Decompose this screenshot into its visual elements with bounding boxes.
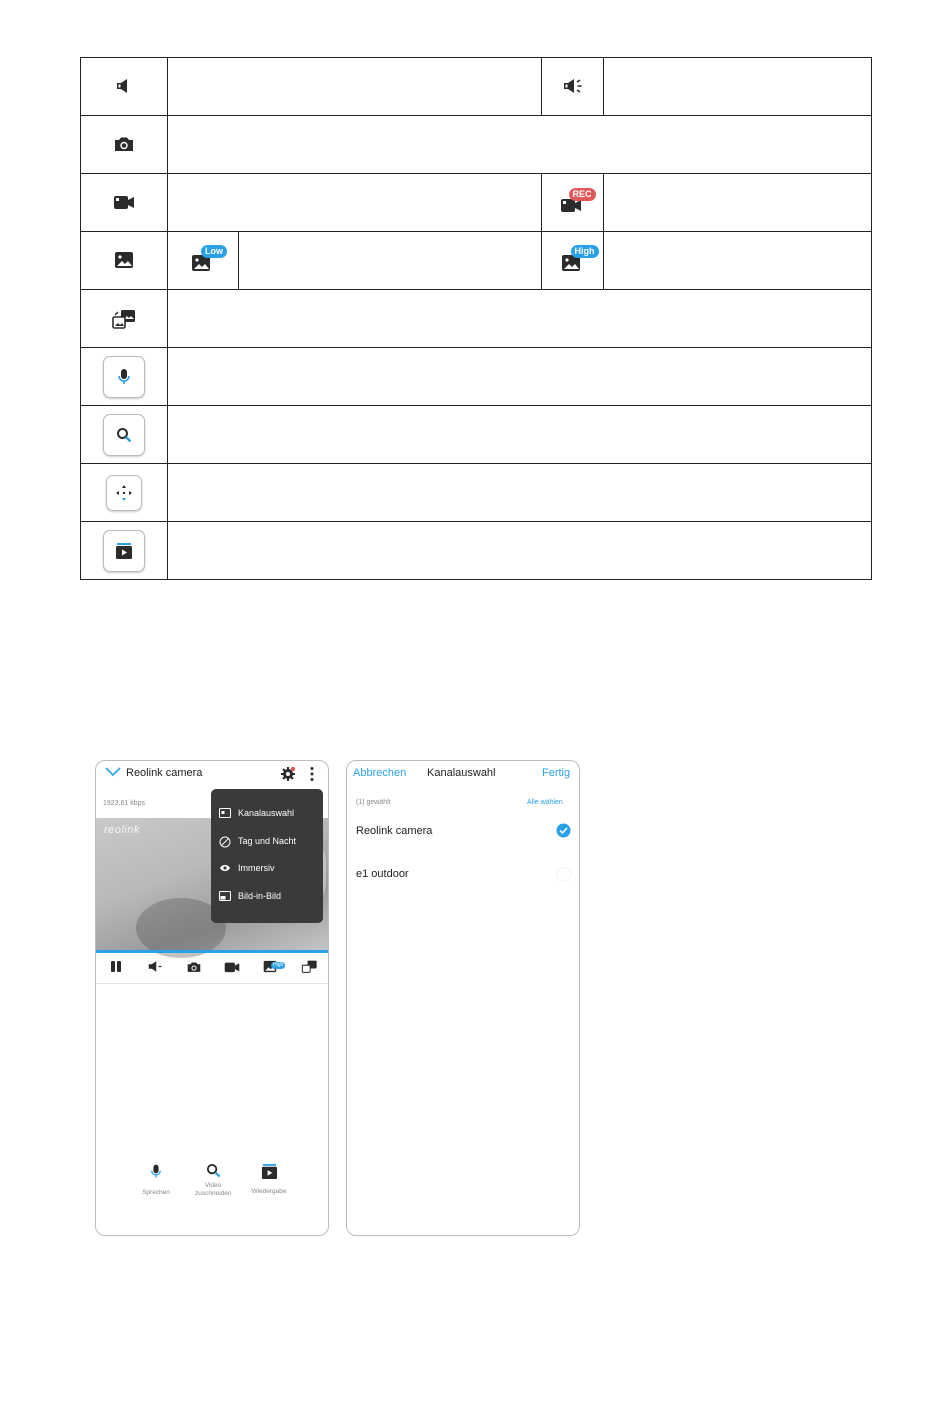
image-quality-icon bbox=[114, 251, 134, 269]
table-row bbox=[81, 406, 872, 464]
table-cell bbox=[81, 348, 168, 406]
video-watermark: reolink bbox=[104, 824, 140, 836]
live-view-screen bbox=[95, 760, 329, 1236]
pip-button[interactable] bbox=[301, 960, 318, 978]
table-row bbox=[81, 522, 872, 580]
icon-legend-table bbox=[80, 57, 872, 580]
snapshot-button[interactable] bbox=[187, 960, 201, 978]
table-cell bbox=[239, 232, 542, 290]
zoom-search-icon bbox=[116, 427, 132, 443]
pan-tilt-icon bbox=[115, 484, 133, 502]
pause-button[interactable] bbox=[110, 960, 122, 978]
speaker-muted-icon bbox=[115, 78, 133, 94]
cancel-button[interactable]: Abbrechen bbox=[353, 767, 407, 779]
channel-item[interactable]: e1 outdoor bbox=[356, 868, 409, 880]
done-button[interactable]: Fertig bbox=[542, 767, 571, 779]
camera-snapshot-icon bbox=[114, 136, 134, 152]
playback-icon bbox=[261, 1163, 278, 1180]
selected-count: (1) gewählt bbox=[356, 799, 391, 806]
talk-button-sample bbox=[103, 356, 145, 398]
select-all-button[interactable]: Alle wählen bbox=[527, 799, 563, 806]
audio-button[interactable] bbox=[148, 960, 163, 978]
picture-in-picture-icon bbox=[301, 960, 318, 973]
microphone-icon bbox=[150, 1163, 162, 1180]
table-cell bbox=[604, 58, 872, 116]
table-row bbox=[81, 348, 872, 406]
table-cell bbox=[168, 464, 872, 522]
options-menu: Kanalauswahl Tag und Nacht Immersiv Bild-in-Bild bbox=[211, 789, 323, 923]
video-record-icon bbox=[224, 961, 240, 973]
channel-item[interactable]: Reolink camera bbox=[356, 825, 433, 837]
live-toolbar bbox=[96, 958, 328, 978]
low-quality-indicator bbox=[191, 245, 223, 272]
table-cell bbox=[81, 174, 168, 232]
table-cell bbox=[81, 290, 168, 348]
quality-button[interactable] bbox=[263, 960, 284, 978]
microphone-icon bbox=[117, 368, 131, 386]
playback-button-sample bbox=[103, 530, 145, 572]
table-cell bbox=[168, 406, 872, 464]
gear-icon[interactable] bbox=[280, 766, 296, 782]
divider bbox=[96, 983, 328, 984]
day-night-icon bbox=[219, 836, 231, 848]
talk-button[interactable] bbox=[126, 1163, 186, 1197]
more-options-icon[interactable] bbox=[308, 766, 316, 782]
table-cell bbox=[168, 174, 542, 232]
speaker-on-icon bbox=[148, 960, 163, 973]
channel-select-screen bbox=[346, 760, 580, 1236]
table-row bbox=[81, 116, 872, 174]
table-cell bbox=[168, 348, 872, 406]
table-row bbox=[81, 58, 872, 116]
record-button[interactable] bbox=[224, 960, 240, 978]
high-badge: High bbox=[571, 245, 599, 258]
table-cell bbox=[81, 116, 168, 174]
table-cell bbox=[168, 58, 542, 116]
ptz-button-sample bbox=[106, 475, 142, 511]
video-record-icon bbox=[113, 194, 135, 210]
table-cell bbox=[81, 464, 168, 522]
zoom-button-sample bbox=[103, 414, 145, 456]
live-view-header bbox=[96, 761, 328, 787]
table-cell bbox=[168, 232, 239, 290]
pause-icon bbox=[110, 960, 122, 973]
table-cell bbox=[604, 174, 872, 232]
table-cell bbox=[168, 522, 872, 580]
video-recording-indicator bbox=[560, 188, 592, 214]
table-row bbox=[81, 174, 872, 232]
high-quality-indicator bbox=[561, 245, 595, 272]
table-cell bbox=[168, 116, 872, 174]
table-cell bbox=[168, 290, 872, 348]
table-row bbox=[81, 232, 872, 290]
speaker-on-icon bbox=[563, 78, 583, 94]
bottom-actions bbox=[96, 1163, 328, 1213]
video-progress-bar bbox=[96, 950, 328, 953]
playback-icon bbox=[115, 542, 133, 560]
unchecked-circle-icon[interactable] bbox=[556, 867, 571, 882]
low-badge: Low bbox=[201, 245, 227, 258]
table-row bbox=[81, 464, 872, 522]
playback-button[interactable] bbox=[239, 1163, 299, 1196]
playback-label: Wiedergabe bbox=[251, 1188, 287, 1195]
table-cell bbox=[81, 522, 168, 580]
table-cell bbox=[604, 232, 872, 290]
picture-in-picture-icon bbox=[219, 891, 231, 901]
channel-select-icon bbox=[219, 808, 231, 818]
table-cell bbox=[81, 406, 168, 464]
picture-in-picture-icon bbox=[111, 309, 137, 329]
bitrate-readout: 1923,61 kbps bbox=[103, 800, 146, 807]
table-cell bbox=[542, 58, 604, 116]
video-crop-label: Video zuschneiden bbox=[195, 1182, 232, 1197]
table-cell bbox=[81, 232, 168, 290]
video-crop-button[interactable] bbox=[183, 1163, 243, 1198]
table-cell bbox=[81, 58, 168, 116]
zoom-search-icon bbox=[206, 1163, 221, 1178]
page-title: Kanalauswahl bbox=[427, 767, 496, 779]
table-cell bbox=[542, 232, 604, 290]
camera-snapshot-icon bbox=[187, 961, 201, 973]
camera-name[interactable]: Reolink camera bbox=[126, 767, 203, 779]
table-cell bbox=[542, 174, 604, 232]
chevron-down-icon[interactable] bbox=[105, 766, 121, 778]
rec-badge: REC bbox=[569, 188, 596, 201]
checkmark-icon[interactable] bbox=[556, 823, 571, 838]
high-badge: High bbox=[273, 962, 284, 968]
eye-icon bbox=[219, 863, 231, 873]
talk-label: Sprechen bbox=[142, 1189, 170, 1196]
table-row bbox=[81, 290, 872, 348]
